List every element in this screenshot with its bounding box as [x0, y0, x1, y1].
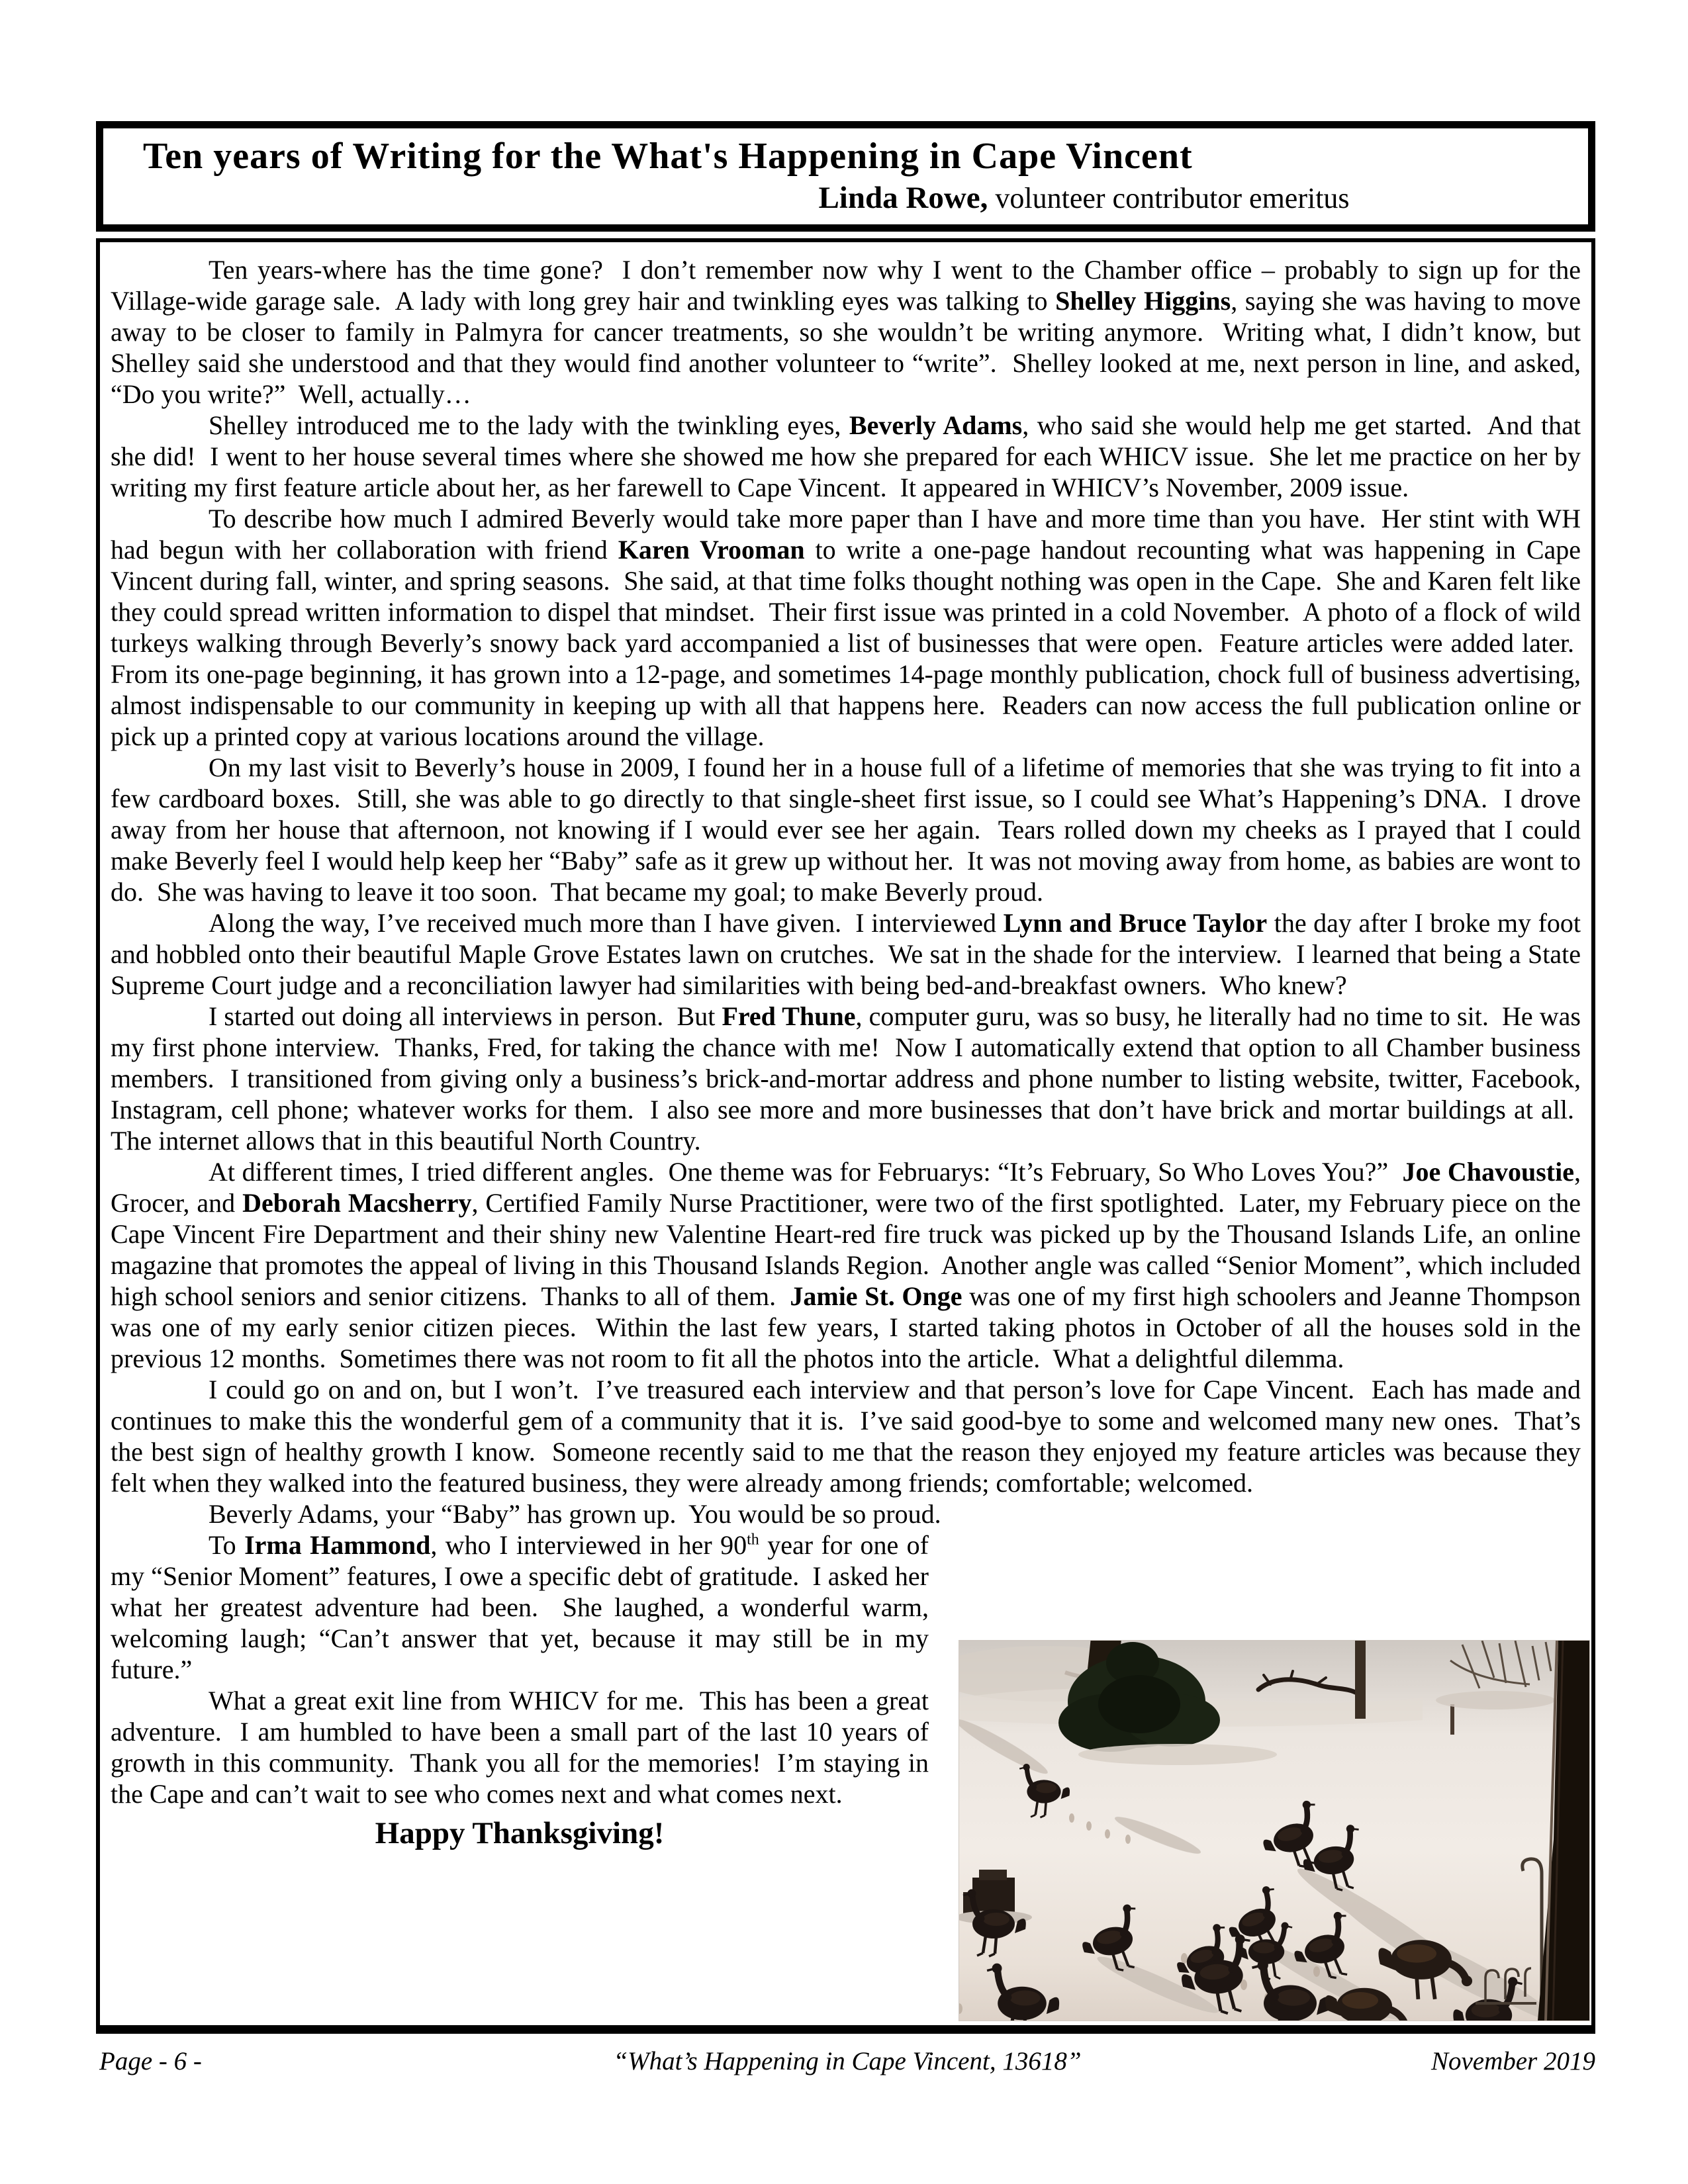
bold-name: Fred Thune: [722, 1001, 856, 1031]
page-title: Ten years of Writing for the What's Happening in Cape Vincent: [143, 136, 1193, 177]
text-run: , Certified Family Nurse Practitioner, were two of the first spotlighted. Later, my February piece on the Cape Vincent Fire Department and their shiny new Valentine Heart-red fire truck was picked up by the Thousand Islands Life, an online magazine that promotes the appeal of living in this Thousand Islands Region. Another angle was called “Senior Moment”, which included high school seniors and senior citizens. Thanks to all of them.: [111, 1188, 1581, 1311]
text-run: , saying she was having to move away to be closer to family in Palmyra for cancer treatments, so she wouldn’t be writing anymore. Writing what, I didn’t know, but Shelley said she understood and that they would find another volunteer to “write”. Shelley looked at me, next person in line, and asked, “Do you write?” Well, actually…: [111, 286, 1581, 409]
article-paragraph: [111, 1156, 1581, 1374]
text-run: To describe how much I admired Beverly would take more paper than I have and more time than you have. Her stint with WH had begun with her collaboration with friend: [111, 504, 1581, 565]
footer-issue-date: November 2019: [1430, 2047, 1595, 2075]
text-run: , who I interviewed in her 90: [430, 1530, 747, 1560]
text-run: On my last visit to Beverly’s house in 2009, I found her in a house full of a lifetime of memories that she was trying to fit into a few cardboard boxes. Still, she was able to go directly to that single-sheet first issue, so I could see What’s Happening’s DNA. I drove away from her house that afternoon, not knowing if I would ever see her again. Tears rolled down my cheeks as I prayed that I could make Beverly feel I would help keep her “Baby” safe as it grew up without her. It was not moving away from home, as babies are wont to do. She was having to leave it too soon. That became my goal; to make Beverly proud.: [111, 752, 1581, 907]
bold-name: Irma Hammond: [244, 1530, 431, 1560]
superscript: th: [747, 1531, 759, 1549]
article-paragraph: [111, 1529, 929, 1685]
bold-name: Lynn and Bruce Taylor: [1003, 908, 1268, 938]
small-tree-trunk: [1355, 1641, 1366, 1719]
article-paragraph: [111, 1685, 929, 1809]
text-run: To: [209, 1530, 245, 1560]
byline-role: volunteer contributor emeritus: [988, 182, 1350, 214]
article-paragraph: [111, 907, 1581, 1001]
article-paragraph: [111, 1001, 1581, 1156]
text-run: was one of my first high schoolers and Jeanne Thompson was one of my early senior citizen pieces. Within the last few years, I started taking photos in October of all the houses sold in the previous 12 months. Sometimes there was not room to fit all the photos into the article. What a delightful dilemma.: [111, 1281, 1581, 1373]
text-run: Ten years-where has the time gone? I don’t remember now why I went to the Chamber office – probably to sign up for the Village-wide garage sale. A lady with long grey hair and twinkling eyes was talking to: [111, 255, 1581, 316]
article-paragraph: [111, 1498, 1581, 1529]
article-paragraph: [111, 410, 1581, 503]
article-paragraph: [111, 752, 1581, 907]
byline: [103, 180, 1588, 216]
text-run: At different times, I tried different angles. One theme was for Februarys: “It’s February, So Who Loves You?”: [209, 1157, 1403, 1187]
byline-author: Linda Rowe,: [818, 181, 988, 215]
bold-name: Shelley Higgins: [1055, 286, 1231, 316]
article-paragraph: [111, 254, 1581, 410]
article-body: [111, 254, 1581, 1852]
article-paragraph: [111, 503, 1581, 752]
text-run: , Grocer, and: [111, 1157, 1581, 1218]
bold-name: Beverly Adams: [849, 410, 1023, 440]
text-run: , computer guru, was so busy, he literally had no time to sit. He was my first phone interview. Thanks, Fred, for taking the chance with me! Now I automatically extend that option to all Chamber business members. I transitioned from giving only a business’s brick-and-mortar address and phone number to listing website, twitter, Facebook, Instagram, cell phone; whatever works for them. I also see more and more businesses that don’t have brick and mortar buildings at all. The internet allows that in this beautiful North Country.: [111, 1001, 1581, 1156]
text-run: Shelley introduced me to the lady with the twinkling eyes,: [209, 410, 849, 440]
text-run: I started out doing all interviews in person. But: [209, 1001, 722, 1031]
text-run: I could go on and on, but I won’t. I’ve treasured each interview and that person’s love for Cape Vincent. Each has made and continues to make this the wonderful gem of a community that it is. I’ve said good-bye to some and welcomed many new ones. That’s the best sign of healthy growth I know. Someone recently said to me that the reason they enjoyed my feature articles was because they felt when they walked into the featured business, they were already among friends; comfortable; welcomed.: [111, 1375, 1581, 1498]
bold-name: Deborah Macsherry: [242, 1188, 472, 1218]
article-paragraph: [111, 1374, 1581, 1498]
text-run: the day after I broke my foot and hobbled onto their beautiful Maple Grove Estates lawn on crutches. We sat in the shade for the interview. I learned that being a State Supreme Court judge and a reconciliation lawyer had similarities with being bed-and-breakfast owners. Who knew?: [111, 908, 1581, 1000]
header-banner: [96, 121, 1595, 232]
footer-publication-name: “What’s Happening in Cape Vincent, 13618”: [613, 2047, 1082, 2075]
bold-name: Happy Thanksgiving!: [375, 1816, 665, 1850]
bold-name: Karen Vrooman: [618, 535, 805, 565]
turkeys-photo: [959, 1641, 1589, 2021]
text-run: , who said she would help me get started. And that she did! I went to her house several times where she showed me how she prepared for each WHICV issue. She let me practice on her by writing my first feature article about her, as her farewell to Cape Vincent. It appeared in WHICV’s November, 2009 issue.: [111, 410, 1581, 502]
footer-page-number: Page - 6 -: [99, 2047, 202, 2075]
text-run: What a great exit line from WHICV for me. This has been a great adventure. I am humbled to have been a small part of the last 10 years of growth in this community. Thank you all for the memories! I’m staying in the Cape and can’t wait to see who comes next and what comes next.: [111, 1686, 929, 1809]
page-footer: [99, 2046, 1595, 2076]
text-run: year for one of my “Senior Moment” features, I owe a specific debt of gratitude. I asked her what her greatest adventure had been. She laughed, a wonderful warm, welcoming laugh; “Can’t answer that yet, because it may still be in my future.”: [111, 1530, 929, 1684]
text-run: to write a one-page handout recounting what was happening in Cape Vincent during fall, winter, and spring seasons. She said, at that time folks thought nothing was open in the Cape. She and Karen felt like they could spread written information to dispel that mindset. Their first issue was printed in a cold November. A photo of a flock of wild turkeys walking through Beverly’s snowy back yard accompanied a list of businesses that were open. Feature articles were added later. From its one-page beginning, it has grown into a 12-page, and sometimes 14-page monthly publication, chock full of business advertising, almost indispensable to our community in keeping up with all that happens here. Readers can now access the full publication online or pick up a printed copy at various locations around the village.: [111, 535, 1581, 751]
bold-name: Joe Chavoustie: [1402, 1157, 1574, 1187]
closing-line: [111, 1815, 929, 1852]
article-box: [96, 238, 1595, 2034]
bold-name: Jamie St. Onge: [790, 1281, 962, 1311]
turkeys-photo-svg: [959, 1641, 1589, 2021]
text-run: Beverly Adams, your “Baby” has grown up. You would be so proud.: [209, 1499, 941, 1529]
text-run: Along the way, I’ve received much more than I have given. I interviewed: [209, 908, 1004, 938]
